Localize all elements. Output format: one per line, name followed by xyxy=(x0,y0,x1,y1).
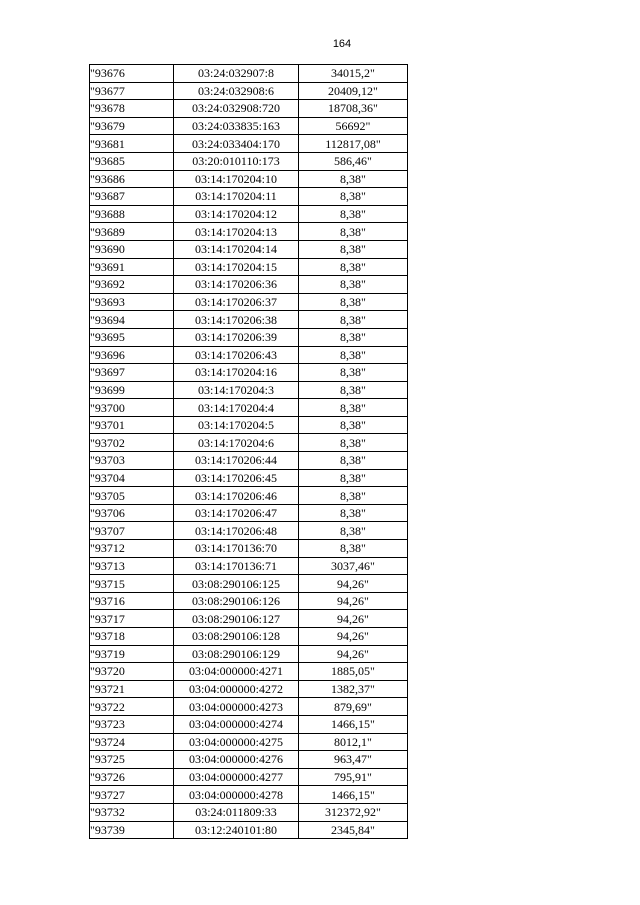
value-cell: 8,38" xyxy=(299,399,408,417)
row-id-cell: "93723 xyxy=(90,715,174,733)
table-row xyxy=(90,240,408,258)
value-cell: 8,38" xyxy=(299,293,408,311)
table-row xyxy=(90,170,408,188)
value-cell: 8,38" xyxy=(299,434,408,452)
table-row xyxy=(90,504,408,522)
row-id-cell: "93715 xyxy=(90,575,174,593)
value-cell: 8,38" xyxy=(299,364,408,382)
table-row xyxy=(90,434,408,452)
row-id-cell: "93722 xyxy=(90,698,174,716)
value-cell: 8,38" xyxy=(299,381,408,399)
cadastral-number-cell: 03:14:170204:15 xyxy=(174,258,299,276)
cadastral-number-cell: 03:04:000000:4272 xyxy=(174,680,299,698)
value-cell: 8,38" xyxy=(299,311,408,329)
cadastral-number-cell: 03:14:170206:44 xyxy=(174,452,299,470)
cadastral-number-cell: 03:14:170204:12 xyxy=(174,205,299,223)
table-row xyxy=(90,452,408,470)
table-row xyxy=(90,364,408,382)
row-id-cell: "93694 xyxy=(90,311,174,329)
value-cell: 8,38" xyxy=(299,240,408,258)
value-cell: 8,38" xyxy=(299,328,408,346)
value-cell: 795,91" xyxy=(299,768,408,786)
value-cell: 879,69" xyxy=(299,698,408,716)
table-row xyxy=(90,399,408,417)
cadastral-number-cell: 03:14:170206:45 xyxy=(174,469,299,487)
row-id-cell: "93676 xyxy=(90,65,174,83)
value-cell: 8,38" xyxy=(299,504,408,522)
table-row xyxy=(90,152,408,170)
row-id-cell: "93677 xyxy=(90,82,174,100)
table-row xyxy=(90,188,408,206)
table-row xyxy=(90,610,408,628)
table-row xyxy=(90,522,408,540)
value-cell: 8,38" xyxy=(299,346,408,364)
value-cell: 8,38" xyxy=(299,205,408,223)
table-row xyxy=(90,768,408,786)
data-table xyxy=(89,64,408,839)
row-id-cell: "93691 xyxy=(90,258,174,276)
cadastral-number-cell: 03:08:290106:125 xyxy=(174,575,299,593)
value-cell: 8,38" xyxy=(299,452,408,470)
row-id-cell: "93688 xyxy=(90,205,174,223)
row-id-cell: "93693 xyxy=(90,293,174,311)
row-id-cell: "93686 xyxy=(90,170,174,188)
table-row xyxy=(90,82,408,100)
table-row xyxy=(90,557,408,575)
value-cell: 312372,92" xyxy=(299,803,408,821)
table-row xyxy=(90,733,408,751)
table-row xyxy=(90,65,408,83)
table-row xyxy=(90,645,408,663)
value-cell: 8,38" xyxy=(299,223,408,241)
row-id-cell: "93727 xyxy=(90,786,174,804)
row-id-cell: "93721 xyxy=(90,680,174,698)
value-cell: 94,26" xyxy=(299,645,408,663)
value-cell: 8,38" xyxy=(299,522,408,540)
cadastral-number-cell: 03:08:290106:126 xyxy=(174,592,299,610)
value-cell: 586,46" xyxy=(299,152,408,170)
table-row xyxy=(90,135,408,153)
table-row xyxy=(90,628,408,646)
value-cell: 8,38" xyxy=(299,540,408,558)
cadastral-number-cell: 03:14:170136:71 xyxy=(174,557,299,575)
cadastral-number-cell: 03:14:170204:5 xyxy=(174,416,299,434)
cadastral-number-cell: 03:08:290106:127 xyxy=(174,610,299,628)
cadastral-number-cell: 03:14:170206:48 xyxy=(174,522,299,540)
cadastral-number-cell: 03:14:170204:16 xyxy=(174,364,299,382)
cadastral-number-cell: 03:24:033404:170 xyxy=(174,135,299,153)
row-id-cell: "93689 xyxy=(90,223,174,241)
table-row xyxy=(90,311,408,329)
row-id-cell: "93718 xyxy=(90,628,174,646)
value-cell: 8,38" xyxy=(299,469,408,487)
row-id-cell: "93700 xyxy=(90,399,174,417)
table-row xyxy=(90,715,408,733)
value-cell: 1382,37" xyxy=(299,680,408,698)
cadastral-number-cell: 03:08:290106:128 xyxy=(174,628,299,646)
row-id-cell: "93703 xyxy=(90,452,174,470)
cadastral-number-cell: 03:14:170204:13 xyxy=(174,223,299,241)
row-id-cell: "93690 xyxy=(90,240,174,258)
cadastral-number-cell: 03:24:032907:8 xyxy=(174,65,299,83)
cadastral-number-cell: 03:08:290106:129 xyxy=(174,645,299,663)
cadastral-number-cell: 03:14:170206:46 xyxy=(174,487,299,505)
table-row xyxy=(90,786,408,804)
table-row xyxy=(90,416,408,434)
table-row xyxy=(90,540,408,558)
cadastral-number-cell: 03:04:000000:4273 xyxy=(174,698,299,716)
row-id-cell: "93724 xyxy=(90,733,174,751)
value-cell: 18708,36" xyxy=(299,100,408,118)
cadastral-number-cell: 03:14:170204:3 xyxy=(174,381,299,399)
cadastral-number-cell: 03:14:170204:14 xyxy=(174,240,299,258)
cadastral-number-cell: 03:14:170204:6 xyxy=(174,434,299,452)
cadastral-number-cell: 03:14:170206:39 xyxy=(174,328,299,346)
value-cell: 3037,46" xyxy=(299,557,408,575)
row-id-cell: "93701 xyxy=(90,416,174,434)
table-row xyxy=(90,346,408,364)
value-cell: 963,47" xyxy=(299,751,408,769)
value-cell: 8,38" xyxy=(299,258,408,276)
row-id-cell: "93707 xyxy=(90,522,174,540)
row-id-cell: "93704 xyxy=(90,469,174,487)
value-cell: 8,38" xyxy=(299,170,408,188)
cadastral-number-cell: 03:24:032908:720 xyxy=(174,100,299,118)
value-cell: 112817,08" xyxy=(299,135,408,153)
row-id-cell: "93705 xyxy=(90,487,174,505)
table-row xyxy=(90,223,408,241)
cadastral-number-cell: 03:14:170206:43 xyxy=(174,346,299,364)
table-row xyxy=(90,751,408,769)
row-id-cell: "93695 xyxy=(90,328,174,346)
table-row xyxy=(90,663,408,681)
cadastral-number-cell: 03:24:011809:33 xyxy=(174,803,299,821)
table-body xyxy=(90,65,408,839)
row-id-cell: "93685 xyxy=(90,152,174,170)
table-row xyxy=(90,328,408,346)
value-cell: 56692" xyxy=(299,117,408,135)
table-row xyxy=(90,381,408,399)
table-row xyxy=(90,803,408,821)
value-cell: 20409,12" xyxy=(299,82,408,100)
table-row xyxy=(90,100,408,118)
value-cell: 8,38" xyxy=(299,487,408,505)
cadastral-number-cell: 03:14:170204:11 xyxy=(174,188,299,206)
row-id-cell: "93720 xyxy=(90,663,174,681)
table-row xyxy=(90,487,408,505)
cadastral-number-cell: 03:20:010110:173 xyxy=(174,152,299,170)
table-row xyxy=(90,680,408,698)
row-id-cell: "93696 xyxy=(90,346,174,364)
row-id-cell: "93679 xyxy=(90,117,174,135)
table-row xyxy=(90,821,408,839)
row-id-cell: "93712 xyxy=(90,540,174,558)
table-row xyxy=(90,293,408,311)
value-cell: 94,26" xyxy=(299,628,408,646)
row-id-cell: "93732 xyxy=(90,803,174,821)
row-id-cell: "93699 xyxy=(90,381,174,399)
value-cell: 8,38" xyxy=(299,276,408,294)
value-cell: 94,26" xyxy=(299,592,408,610)
row-id-cell: "93697 xyxy=(90,364,174,382)
cadastral-number-cell: 03:04:000000:4274 xyxy=(174,715,299,733)
cadastral-number-cell: 03:04:000000:4276 xyxy=(174,751,299,769)
table-row xyxy=(90,592,408,610)
table-row xyxy=(90,117,408,135)
row-id-cell: "93706 xyxy=(90,504,174,522)
value-cell: 1466,15" xyxy=(299,715,408,733)
value-cell: 8012,1" xyxy=(299,733,408,751)
row-id-cell: "93719 xyxy=(90,645,174,663)
value-cell: 94,26" xyxy=(299,575,408,593)
cadastral-number-cell: 03:04:000000:4277 xyxy=(174,768,299,786)
cadastral-number-cell: 03:14:170206:37 xyxy=(174,293,299,311)
row-id-cell: "93726 xyxy=(90,768,174,786)
table-row xyxy=(90,469,408,487)
cadastral-number-cell: 03:24:033835:163 xyxy=(174,117,299,135)
row-id-cell: "93692 xyxy=(90,276,174,294)
value-cell: 8,38" xyxy=(299,416,408,434)
cadastral-number-cell: 03:12:240101:80 xyxy=(174,821,299,839)
cadastral-number-cell: 03:14:170206:36 xyxy=(174,276,299,294)
row-id-cell: "93725 xyxy=(90,751,174,769)
value-cell: 8,38" xyxy=(299,188,408,206)
row-id-cell: "93716 xyxy=(90,592,174,610)
table-row xyxy=(90,276,408,294)
row-id-cell: "93678 xyxy=(90,100,174,118)
row-id-cell: "93713 xyxy=(90,557,174,575)
cadastral-number-cell: 03:14:170204:10 xyxy=(174,170,299,188)
value-cell: 94,26" xyxy=(299,610,408,628)
value-cell: 1885,05" xyxy=(299,663,408,681)
row-id-cell: "93681 xyxy=(90,135,174,153)
row-id-cell: "93717 xyxy=(90,610,174,628)
table-row xyxy=(90,205,408,223)
value-cell: 34015,2" xyxy=(299,65,408,83)
cadastral-number-cell: 03:14:170136:70 xyxy=(174,540,299,558)
table-row xyxy=(90,258,408,276)
cadastral-number-cell: 03:14:170206:38 xyxy=(174,311,299,329)
row-id-cell: "93739 xyxy=(90,821,174,839)
cadastral-number-cell: 03:04:000000:4278 xyxy=(174,786,299,804)
row-id-cell: "93702 xyxy=(90,434,174,452)
table-row xyxy=(90,698,408,716)
cadastral-number-cell: 03:04:000000:4275 xyxy=(174,733,299,751)
cadastral-number-cell: 03:14:170204:4 xyxy=(174,399,299,417)
cadastral-number-cell: 03:24:032908:6 xyxy=(174,82,299,100)
row-id-cell: "93687 xyxy=(90,188,174,206)
page-number: 164 xyxy=(332,38,352,50)
value-cell: 1466,15" xyxy=(299,786,408,804)
cadastral-number-cell: 03:04:000000:4271 xyxy=(174,663,299,681)
cadastral-number-cell: 03:14:170206:47 xyxy=(174,504,299,522)
table-row xyxy=(90,575,408,593)
value-cell: 2345,84" xyxy=(299,821,408,839)
